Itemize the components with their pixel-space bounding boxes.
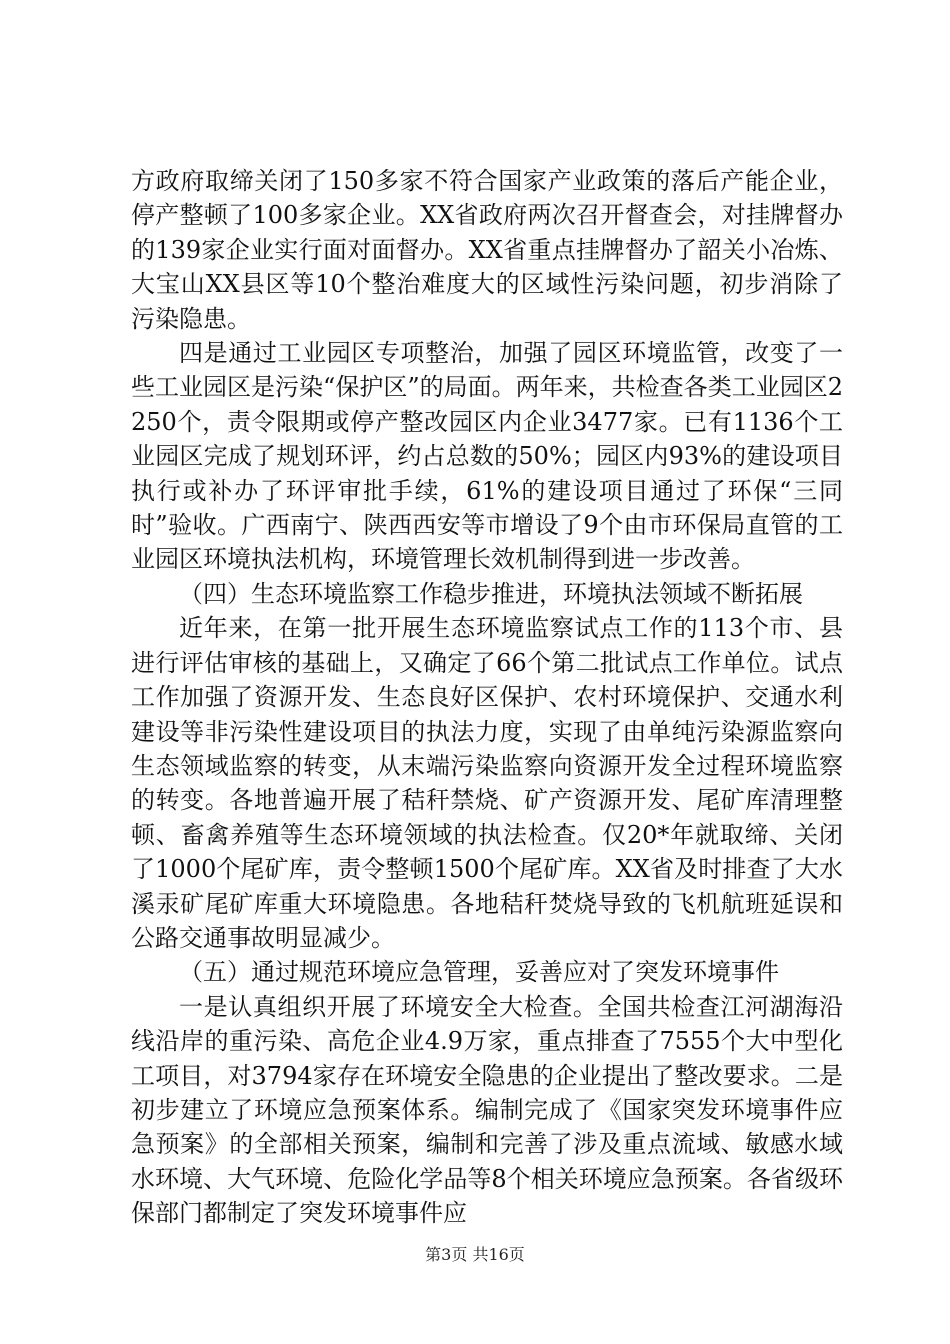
paragraph-3: 近年来，在第一批开展生态环境监察试点工作的113个市、县进行评估审核的基础上，又确定了66个第二批试点工作单位。试点工作加强了资源开发、生态良好区保护、农村环境保护、交通水利建设等非污染性建设项目的执法力度，实现了由单纯污染源监察向生态领域监察的转变，从末端污染监察向资源开发全过程环境监察的转变。各地普遍开展了秸秆禁烧、矿产资源开发、尾矿库清理整顿、畜禽养殖等生态环境领域的执法检查。仅20*年就取缔、关闭了1000个尾矿库，责令整顿1500个尾矿库。XX省及时排查了大水溪汞矿尾矿库重大环境隐患。各地秸秆焚烧导致的飞机航班延误和公路交通事故明显减少。	[131, 614, 843, 952]
page-footer: 第3页 共16页	[425, 1245, 525, 1264]
section-heading-4: （四）生态环境监察工作稳步推进，环境执法领域不断拓展	[179, 579, 803, 608]
paragraph-2: 四是通过工业园区专项整治，加强了园区环境监管，改变了一些工业园区是污染“保护区”的局面。两年来，共检查各类工业园区2250个，责令限期或停产整改园区内企业3477家。已有1136个工业园区完成了规划环评，约占总数的50%；园区内93%的建设项目执行或补办了环评审批手续，61%的建设项目通过了环保“三同时”验收。广西南宁、陕西西安等市增设了9个由市环保局直管的工业园区环境执法机构，环境管理长效机制得到进一步改善。	[131, 339, 843, 574]
section-heading-5: （五）通过规范环境应急管理，妥善应对了突发环境事件	[179, 958, 779, 987]
paragraph-4: 一是认真组织开展了环境安全大检查。全国共检查江河湖海沿线沿岸的重污染、高危企业4.9万家，重点排查了7555个大中型化工项目，对3794家存在环境安全隐患的企业提出了整改要求。二是初步建立了环境应急预案体系。编制完成了《国家突发环境事件应急预案》的全部相关预案，编制和完善了涉及重点流域、敏感水域水环境、大气环境、危险化学品等8个相关环境应急预案。各省级环保部门都制定了突发环境事件应	[131, 992, 843, 1228]
document-body	[131, 164, 843, 1231]
paragraph-1: 方政府取缔关闭了150多家不符合国家产业政策的落后产能企业，停产整顿了100多家企业。XX省政府两次召开督查会，对挂牌督办的139家企业实行面对面督办。XX省重点挂牌督办了韶关小冶炼、大宝山XX县区等10个整治难度大的区域性污染问题，初步消除了污染隐患。	[131, 167, 843, 333]
